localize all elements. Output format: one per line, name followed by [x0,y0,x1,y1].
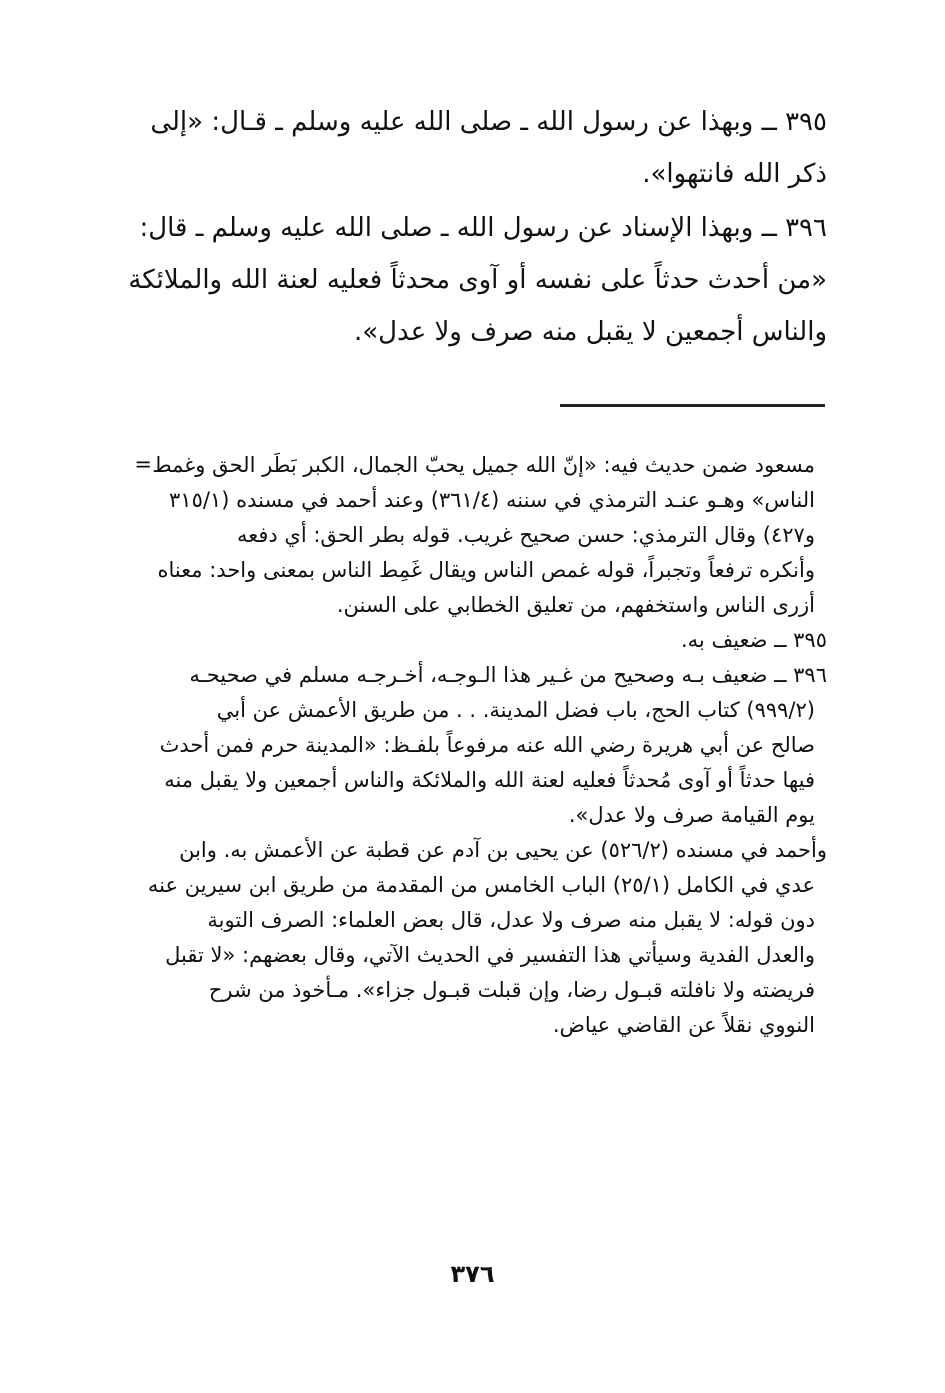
hadith-396-line-2: «من أحدث حدثاً على نفسه أو آوى محدثاً فعليه لعنة الله والملائكة [128,265,827,295]
hadith-395-line-2: ذكر الله فانتهوا». [642,159,827,189]
footnote-396-line-4: فيها حدثاً أو آوى مُحدثاً فعليه لعنة الله والملائكة والناس أجمعين ولا يقبل منه [164,768,815,792]
footnotes [147,448,827,1043]
page-number: ٣٧٦ [450,1260,495,1288]
footnote-396-line-9: والعدل الفدية وسيأتي هذا التفسير في الحديث الآتي، وقال بعضهم: «لا تقبل [165,943,815,967]
footnote-continued-line-2: الناس» وهـو عنـد الترمذي في سننه (٣٦١/٤) وعند أحمد في مسنده (٣١٥/١ [169,488,815,512]
footnote-continued-line-5: أزرى الناس واستخفهم، من تعليق الخطابي على السنن. [336,593,815,617]
footnote-396-line-2: (٩٩٩/٢) كتاب الحج، باب فضل المدينة. . . من طريق الأعمش عن أبي [216,698,815,722]
footnote-396-line-6: وأحمد في مسنده (٥٢٦/٢) عن يحيى بن آدم عن قطبة عن الأعمش به. وابن [179,838,827,862]
footnote-395-line-1: ٣٩٥ ــ ضعيف به. [681,628,827,652]
footnote-396 [147,658,827,1043]
footnote-396-line-3: صالح عن أبي هريرة رضي الله عنه مرفوعاً بلفـظ: «المدينة حرم فمن أحدث [159,733,815,757]
hadith-396-line-1: ٣٩٦ ــ وبهذا الإسناد عن رسول الله ـ صلى الله عليه وسلم ـ قال: [139,213,827,243]
hadith-395 [127,96,827,200]
footnote-396-line-1: ٣٩٦ ــ ضعيف بـه وصحيح من غـير هذا الـوجـه، أخـرجـه مسلم في صحيحـه [189,663,827,687]
hadith-395-line-1: ٣٩٥ ــ وبهذا عن رسول الله ـ صلى الله عليه وسلم ـ قـال: «إلى [150,107,827,137]
footnote-continued-line-4: وأنكره ترفعاً وتجبراً، قوله غمص الناس ويقال غَمِط الناس بمعنى واحد: معناه [157,558,815,582]
footnote-continued-line-1: مسعود ضمن حديث فيه: «إنّ الله جميل يحبّ الجمال، الكبر بَطَر الحق وغمط [152,453,815,477]
footnote-396-line-7: عدي في الكامل (٢٥/١) الباب الخامس من المقدمة من طريق ابن سيرين عنه [147,873,815,897]
hadith-396 [127,202,827,358]
hadith-396-line-3: والناس أجمعين لا يقبل منه صرف ولا عدل». [353,317,827,347]
footnote-396-line-5: يوم القيامة صرف ولا عدل». [568,803,815,827]
footnote-continued-line-3: و٤٢٧) وقال الترمذي: حسن صحيح غريب. قوله بطر الحق: أي دفعه [236,523,815,547]
footnote-396-line-8: دون قوله: لا يقبل منه صرف ولا عدل، قال بعض العلماء: الصرف التوبة [207,908,815,932]
footnote-separator [560,404,825,407]
footnote-continuation-marker: = [134,452,152,476]
footnote-396-line-10: فريضته ولا نافلته قبـول رضا، وإن قبلت قبـول جزاء». مـأخوذ من شرح [208,978,815,1002]
footnote-continued [152,448,815,623]
footnote-396-line-11: النووي نقلاً عن القاضي عياض. [552,1013,815,1037]
footnote-395 [165,623,827,658]
